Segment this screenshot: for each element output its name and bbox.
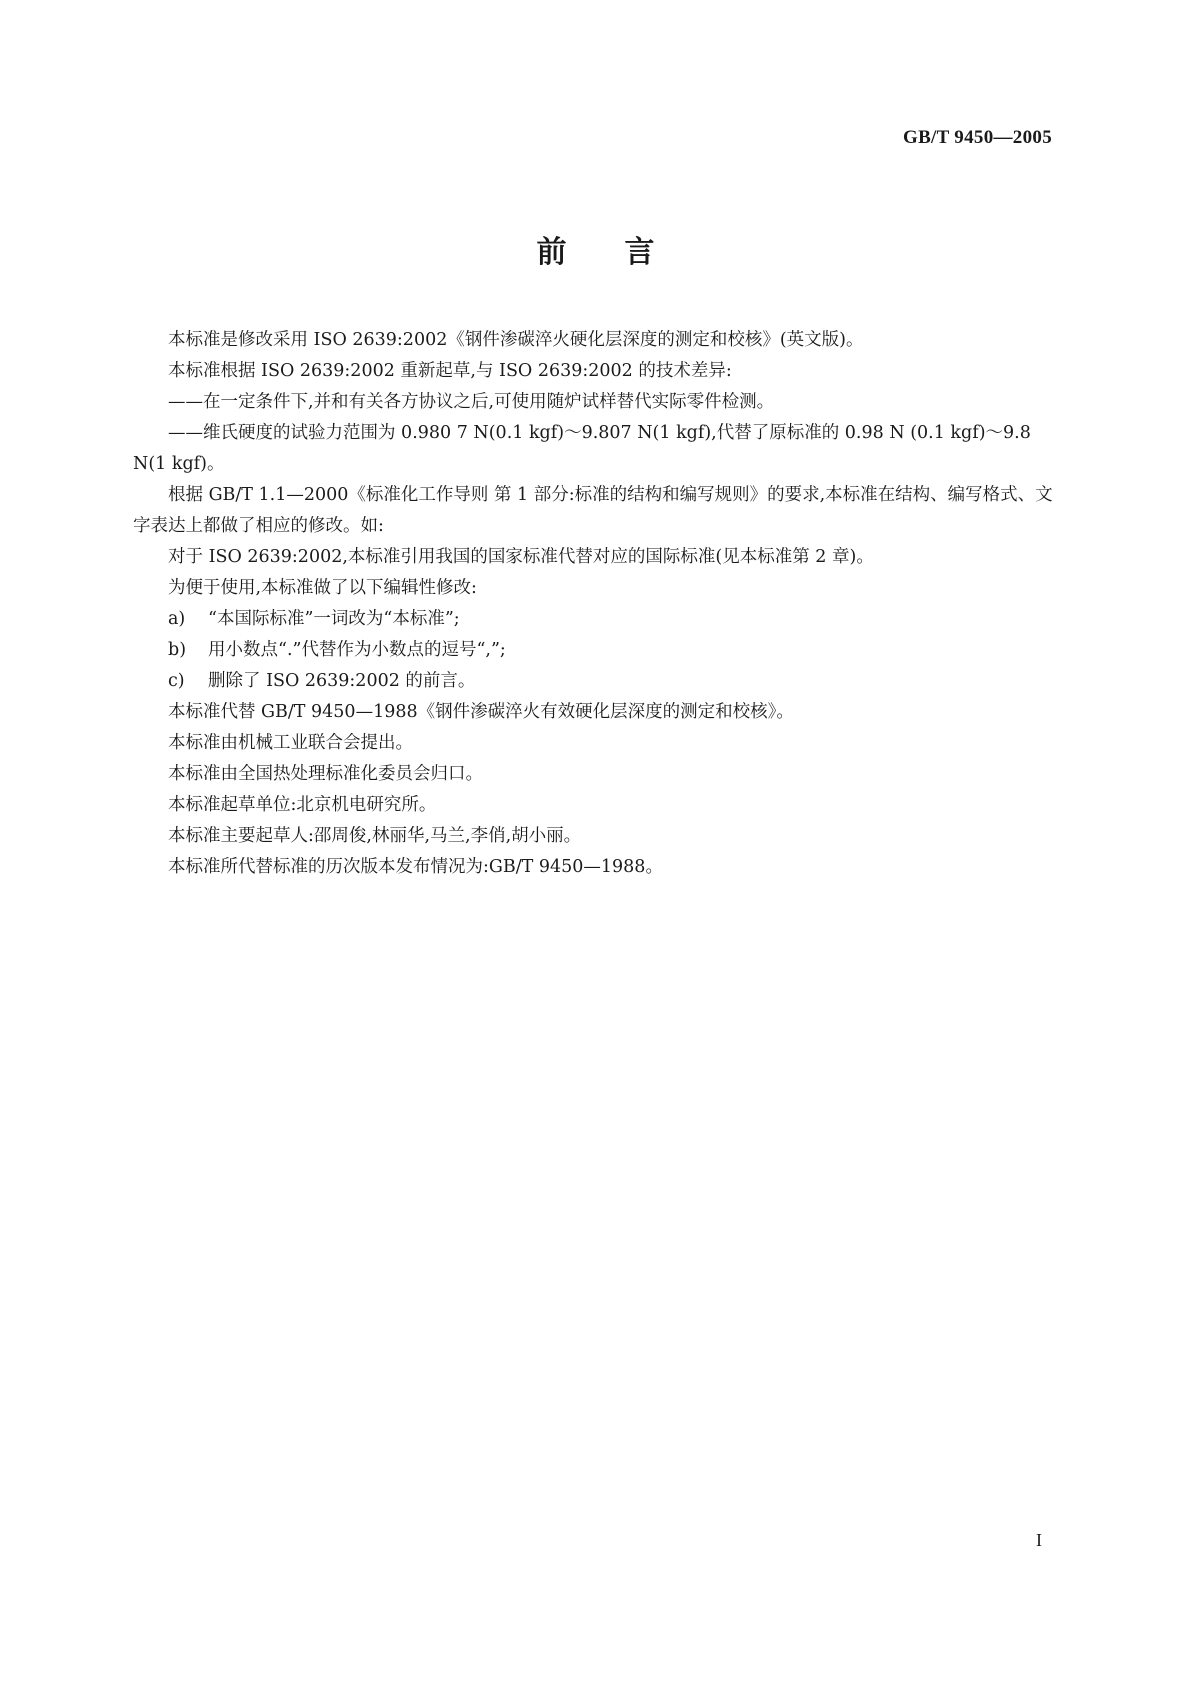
paragraph: 本标准主要起草人:邵周俊,林丽华,马兰,李俏,胡小丽。 [168, 826, 582, 846]
paragraph: 对于 ISO 2639:2002,本标准引用我国的国家标准代替对应的国际标准(见本标准第 2 章)。 [168, 547, 874, 567]
paragraph: 本标准起草单位:北京机电研究所。 [168, 795, 437, 815]
list-item [133, 666, 1059, 697]
list-item-label: b) [168, 640, 187, 660]
paragraph: 本标准所代替标准的历次版本发布情况为:GB/T 9450—1988。 [168, 857, 663, 877]
list-item-text: 删除了 ISO 2639:2002 的前言。 [208, 671, 476, 691]
paragraph: 本标准根据 ISO 2639:2002 重新起草,与 ISO 2639:2002 的技术差异: [168, 361, 732, 381]
page-title: 前言 [536, 235, 713, 270]
foreword-body [133, 325, 1059, 883]
page-number: I [1036, 1530, 1042, 1550]
list-item [133, 604, 1059, 635]
paragraph: 本标准由机械工业联合会提出。 [168, 733, 413, 753]
paragraph: 本标准是修改采用 ISO 2639:2002《钢件渗碳淬火硬化层深度的测定和校核》(英文版)。 [168, 330, 864, 350]
paragraph: ——在一定条件下,并和有关各方协议之后,可使用随炉试样替代实际零件检测。 [168, 392, 775, 412]
list-item-text: “本国际标准”一词改为“本标准”; [208, 609, 460, 629]
list-item-label: a) [168, 609, 186, 629]
list-item-label: c) [168, 671, 185, 691]
list-item-text: 用小数点“.”代替作为小数点的逗号“,”; [208, 640, 506, 660]
paragraph: ——维氏硬度的试验力范围为 0.980 7 N(0.1 kgf)～9.807 N(1 kgf),代替了原标准的 0.98 N (0.1 kgf)～9.8 N(1 kgf)。 [133, 423, 1031, 474]
paragraph: 本标准代替 GB/T 9450—1988《钢件渗碳淬火有效硬化层深度的测定和校核》。 [168, 702, 794, 722]
document-code: GB/T 9450—2005 [902, 127, 1052, 148]
paragraph: 本标准由全国热处理标准化委员会归口。 [168, 764, 483, 784]
paragraph: 根据 GB/T 1.1—2000《标准化工作导则 第 1 部分:标准的结构和编写规则》的要求,本标准在结构、编写格式、文字表达上都做了相应的修改。如: [133, 485, 1053, 536]
paragraph: 为便于使用,本标准做了以下编辑性修改: [168, 578, 477, 598]
list-item [133, 635, 1059, 666]
